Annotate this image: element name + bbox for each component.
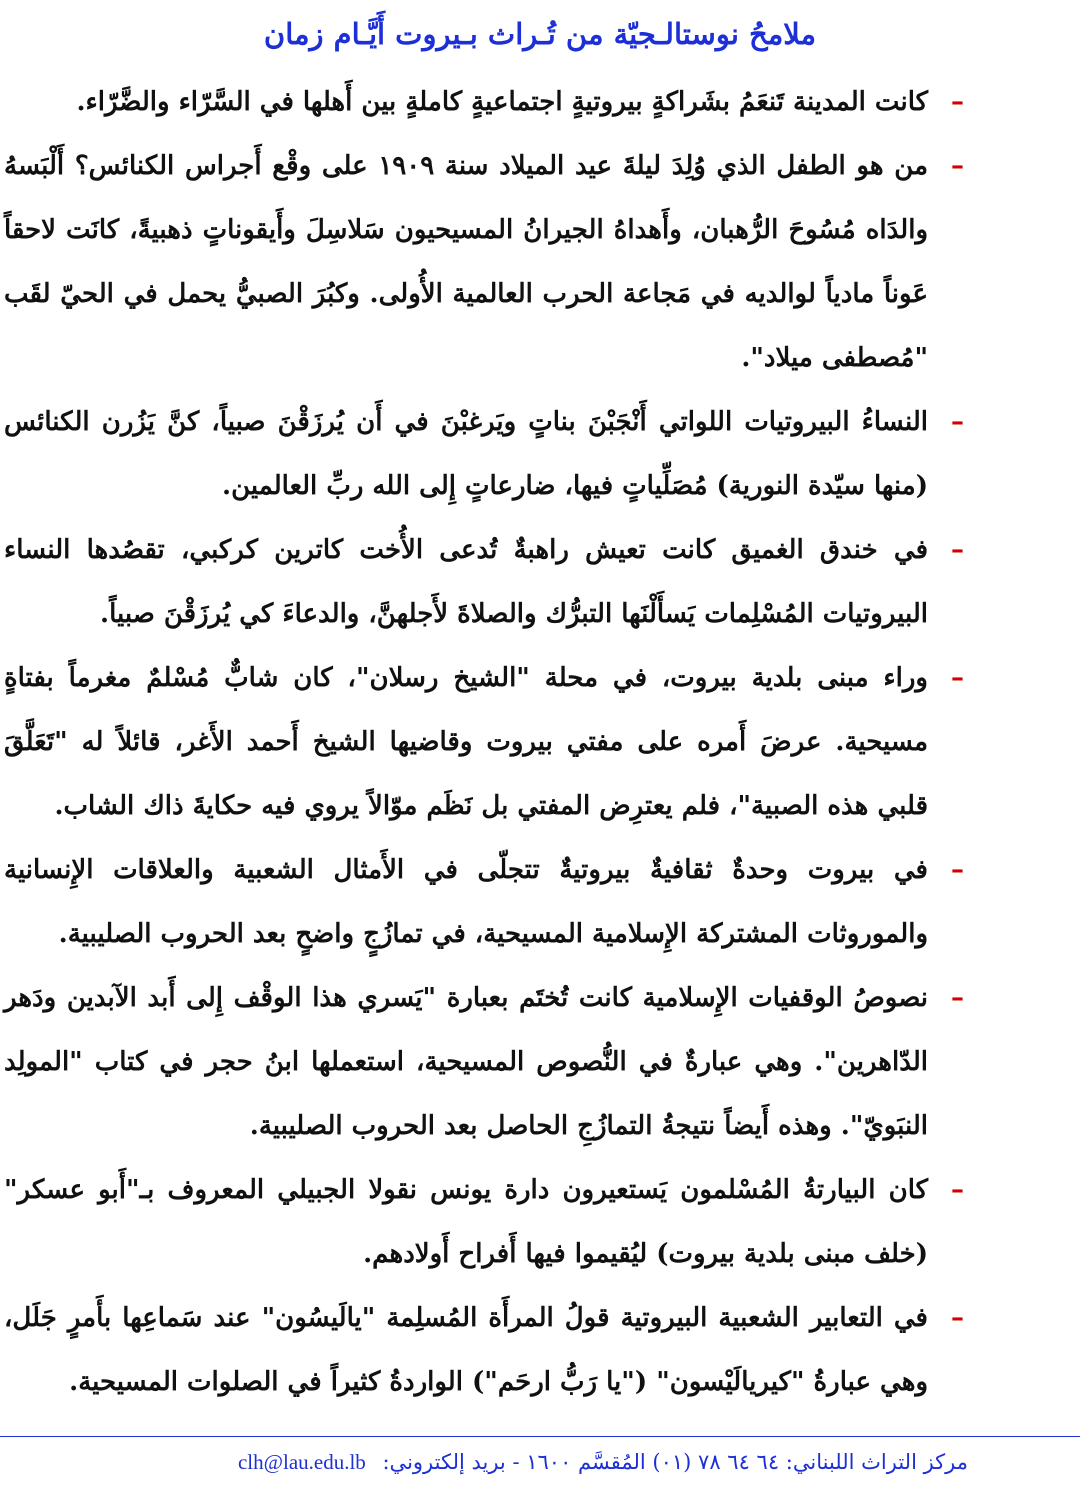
list-item xyxy=(4,966,1080,1158)
list-item xyxy=(4,518,1080,646)
footer xyxy=(238,1447,968,1477)
page-title: ملامحُ نوستالـجيّة من تُـراث بـيروت أَيَّـام زمان xyxy=(263,17,817,51)
list-item xyxy=(4,134,1080,390)
list-item-text: من هو الطفل الذي وُلِدَ ليلةَ عيد الميلاد سنة ١٩٠٩ على وقْع أَجراس الكنائس؟ أَلْبَسهُ والدَاه مُسُوحَ الرُّهبان، وأَهداهُ الجيرانُ المسيحيون سَلاسِلَ وأَيقوناتٍ ذهبيةً، كانَت لاحقاً عَوناً مادياً لوالديه في مَجاعة الحرب العالمية الأُولى. وكبُرَ الصبيُّ يحمل في الحيّ لقَب "مُصطفى ميلاد". xyxy=(4,151,928,373)
list-item xyxy=(4,1286,1080,1414)
list-item-text: في التعابير الشعبية البيروتية قولُ المرأَة المُسلِمة "يالَيسُون" عند سَماعِها بأَمرٍ جَلَل، وهي عبارةُ "كيريالَيْسون" ("يا رَبُّ ارحَم") الواردةُ كثيراً في الصلوات المسيحية. xyxy=(4,1303,928,1397)
list-item xyxy=(4,838,1080,966)
footer-email-link[interactable]: clh@lau.edu.lb xyxy=(237,1450,366,1474)
list-item xyxy=(4,390,1080,518)
bullet-marker: – xyxy=(951,151,964,181)
bullet-marker: – xyxy=(951,855,964,885)
list-item-text: كانت المدينة تَنعَمُ بشَراكةٍ بيروتيةٍ اجتماعيةٍ كاملةٍ بين أَهلها في السَّرّاء والضَّرّاء. xyxy=(76,87,928,117)
list-item-text: في خندق الغميق كانت تعيش راهبةٌ تُدعى الأُخت كاترين كركبي، تقصُدها النساء البيروتيات المُسْلِمات يَسأَلْنَها التبرُّك والصلاةَ لأَجلهنَّ، والدعاءَ كي يُرزَقْنَ صبياً. xyxy=(4,535,928,629)
footer-contact-text: مركز التراث اللبناني: ٦٤ ٦٤ ٧٨ (٠١) المُقسَّم ١٦٠٠ - بريد إلكتروني: xyxy=(382,1450,968,1474)
bullet-marker: – xyxy=(951,1175,964,1205)
list-item-text: كان البيارتةُ المُسْلمون يَستعيرون دارة يونس نقولا الجبيلي المعروف بـ"أَبو عسكر" (خلف مبنى بلدية بيروت) ليُقيموا فيها أَفراح أَولادهم. xyxy=(4,1175,928,1269)
list-item xyxy=(4,646,1080,838)
list-item xyxy=(4,1158,1080,1286)
bullet-marker: – xyxy=(951,663,964,693)
bullet-list xyxy=(4,70,1080,1414)
bullet-marker: – xyxy=(951,87,964,117)
bullet-marker: – xyxy=(951,983,964,1013)
footer-divider xyxy=(0,1436,1080,1437)
list-item-text: وراء مبنى بلدية بيروت، في محلة "الشيخ رسلان"، كان شابٌّ مُسْلمٌ مغرماً بفتاةٍ مسيحية. عرضَ أَمره على مفتي بيروت وقاضيها الشيخ أَحمد الأَغر، قائلاً له "تَعَلَّقَ قلبي هذه الصبية"، فلم يعترِض المفتي بل نَظَم موّالاً يروي فيه حكايةَ ذاك الشاب. xyxy=(4,663,928,821)
bullet-marker: – xyxy=(951,407,964,437)
list-item xyxy=(4,70,1080,134)
list-item-text: نصوصُ الوقفيات الإِسلامية كانت تُختَم بعبارة "يَسري هذا الوقْف إِلى أَبد الآبدين ودَهر الدّاهرين". وهي عبارةٌ في النُّصوص المسيحية، استعملها ابنُ حجر في كتاب "المولِد النبَويّ". وهذه أَيضاً نتيجةُ التمازُجِ الحاصل بعد الحروب الصليبية. xyxy=(4,983,928,1141)
list-item-text: النساءُ البيروتيات اللواتي أَنْجَبْنَ بناتٍ ويَرغبْنَ في أَن يُرزَقْنَ صبياً، كنَّ يَزُرن الكنائس (منها سيّدة النورية) مُصَلِّياتٍ فيها، ضارعاتٍ إِلى الله ربِّ العالمين. xyxy=(4,407,928,501)
bullet-marker: – xyxy=(951,1303,964,1333)
bullet-marker: – xyxy=(951,535,964,565)
list-item-text: في بيروت وحدةٌ ثقافيةٌ بيروتيةٌ تتجلّى في الأَمثال الشعبية والعلاقات الإِنسانية والموروثات المشتركة الإِسلامية المسيحية، في تمازُجٍ واضحٍ بعد الحروب الصليبية. xyxy=(4,855,928,949)
